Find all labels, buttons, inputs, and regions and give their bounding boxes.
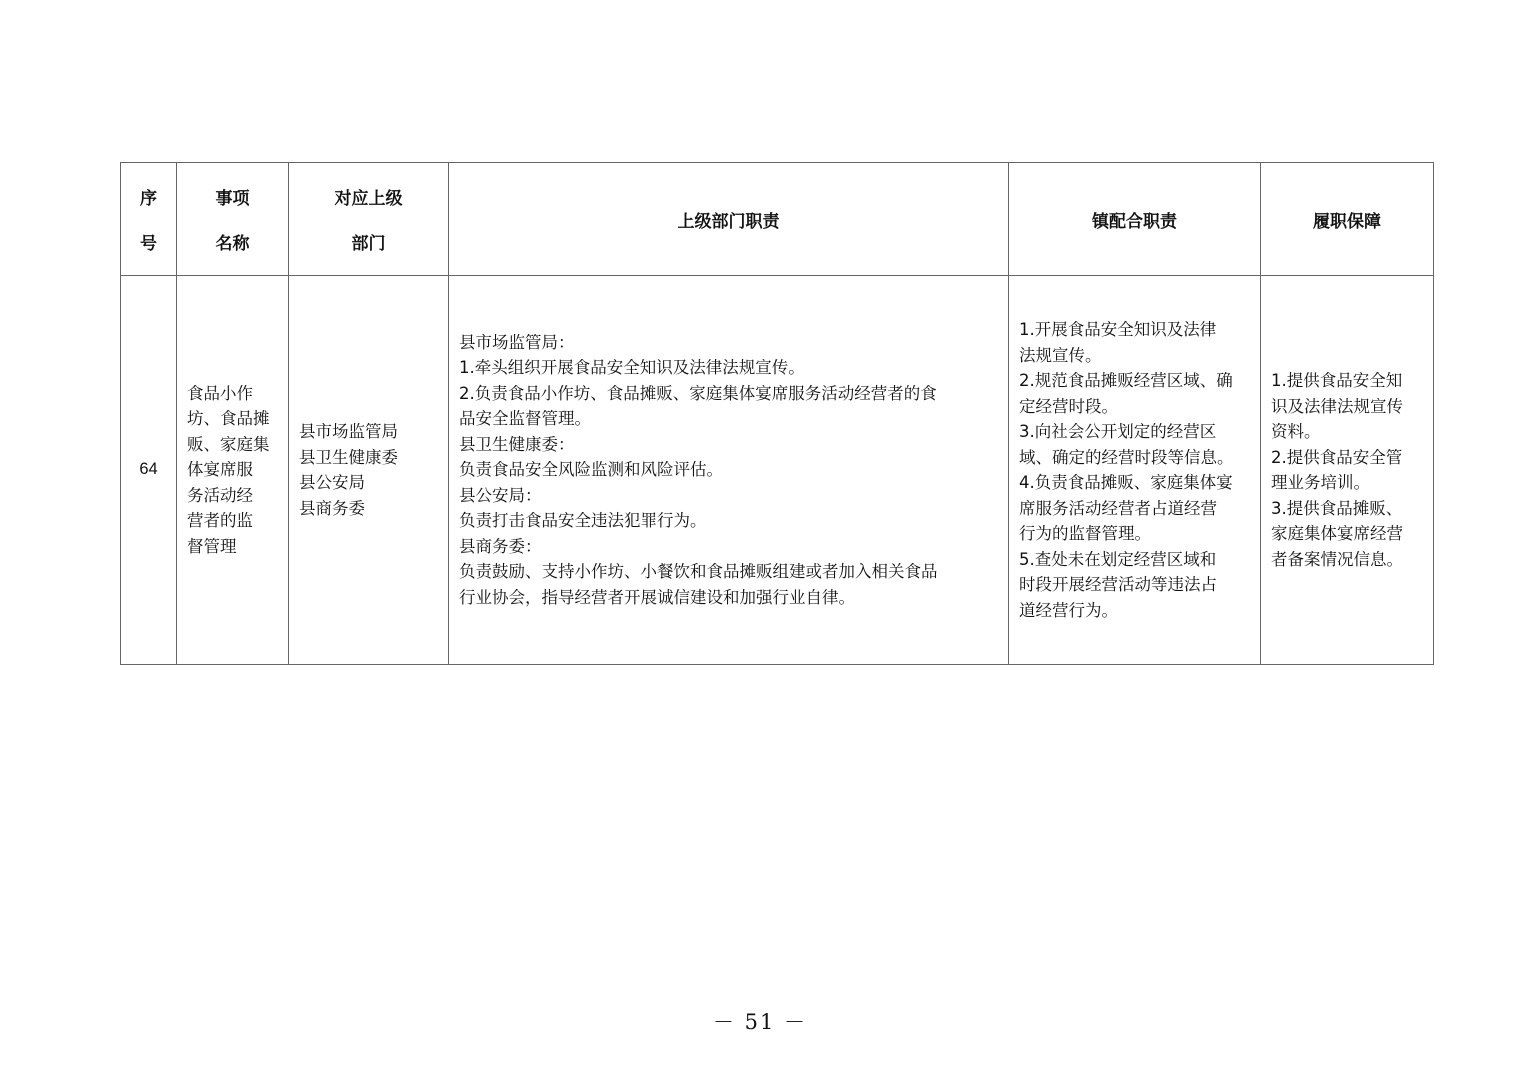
text-line: 体宴席服 (187, 460, 253, 480)
header-row (121, 163, 1434, 276)
text-line: 2.规范食品摊贩经营区域、确 (1019, 371, 1233, 390)
text-line: 理业务培训。 (1271, 473, 1370, 492)
row-guarantee (1261, 276, 1434, 665)
text-line: 识及法律法规宣传 (1271, 396, 1403, 416)
text-line: 贩、家庭集 (187, 434, 270, 454)
page-number: － 51 － (712, 1010, 808, 1034)
text-line: 县市场监管局 (299, 422, 398, 441)
text-line: 定经营时段。 (1019, 396, 1118, 416)
header-item-name: 事项 名称 (177, 163, 289, 276)
row-seq: 64 (121, 276, 177, 665)
text-line: 5.查处未在划定经营区域和 (1019, 549, 1217, 569)
text-line: 县公安局： (459, 485, 542, 505)
text-line: 负责鼓励、支持小作坊、小餐饮和食品摊贩组建或者加入相关食品 (459, 562, 938, 582)
text-line: 督管理 (187, 536, 237, 556)
text-line: 2.负责食品小作坊、食品摊贩、家庭集体宴席服务活动经营者的食 (459, 383, 937, 403)
text-line: 1.开展食品安全知识及法律 (1019, 320, 1217, 339)
text-line: 4.负责食品摊贩、家庭集体宴 (1019, 473, 1233, 492)
text-line: 时段开展经营活动等违法占 (1019, 575, 1217, 594)
text-line: 县公安局 (299, 473, 365, 492)
text-line: 资料。 (1271, 422, 1321, 441)
table-row (121, 276, 1434, 665)
header-superior-duty: 上级部门职责 (449, 163, 1009, 276)
row-superior-dept (289, 276, 449, 665)
text-line: 县市场监管局： (459, 332, 575, 352)
text-line: 家庭集体宴席经营 (1271, 524, 1403, 543)
text-line: 坊、食品摊 (187, 409, 270, 429)
text-line: 营者的监 (187, 511, 253, 531)
row-superior-duty (449, 276, 1009, 665)
duty-table (120, 162, 1434, 665)
text-line: 负责打击食品安全违法犯罪行为。 (459, 511, 707, 531)
row-town-duty (1009, 276, 1261, 665)
text-line: 县商务委 (299, 498, 365, 518)
header-superior-dept: 对应上级 部门 (289, 163, 449, 276)
text-line: 1.牵头组织开展食品安全知识及法律法规宣传。 (459, 358, 805, 378)
text-line: 3.向社会公开划定的经营区 (1019, 422, 1217, 441)
text-line: 务活动经 (187, 485, 253, 505)
text-line: 行为的监督管理。 (1019, 524, 1151, 543)
text-line: 道经营行为。 (1019, 600, 1118, 620)
text-line: 域、确定的经营时段等信息。 (1019, 447, 1234, 467)
header-guarantee: 履职保障 (1261, 163, 1434, 276)
text-line: 县卫生健康委： (459, 434, 575, 454)
text-line: 行业协会，指导经营者开展诚信建设和加强行业自律。 (459, 587, 855, 607)
text-line: 食品小作 (187, 383, 253, 403)
row-item-name (177, 276, 289, 665)
text-line: 2.提供食品安全管 (1271, 447, 1403, 467)
text-line: 法规宣传。 (1019, 345, 1102, 365)
text-line: 县卫生健康委 (299, 447, 398, 467)
text-line: 1.提供食品安全知 (1271, 371, 1403, 390)
text-line: 品安全监督管理。 (459, 409, 591, 429)
header-seq: 序 号 (121, 163, 177, 276)
text-line: 者备案情况信息。 (1271, 549, 1403, 569)
text-line: 县商务委： (459, 536, 542, 556)
text-line: 席服务活动经营者占道经营 (1019, 498, 1217, 518)
text-line: 3.提供食品摊贩、 (1271, 498, 1403, 518)
text-line: 负责食品安全风险监测和风险评估。 (459, 460, 723, 480)
header-town-duty: 镇配合职责 (1009, 163, 1261, 276)
